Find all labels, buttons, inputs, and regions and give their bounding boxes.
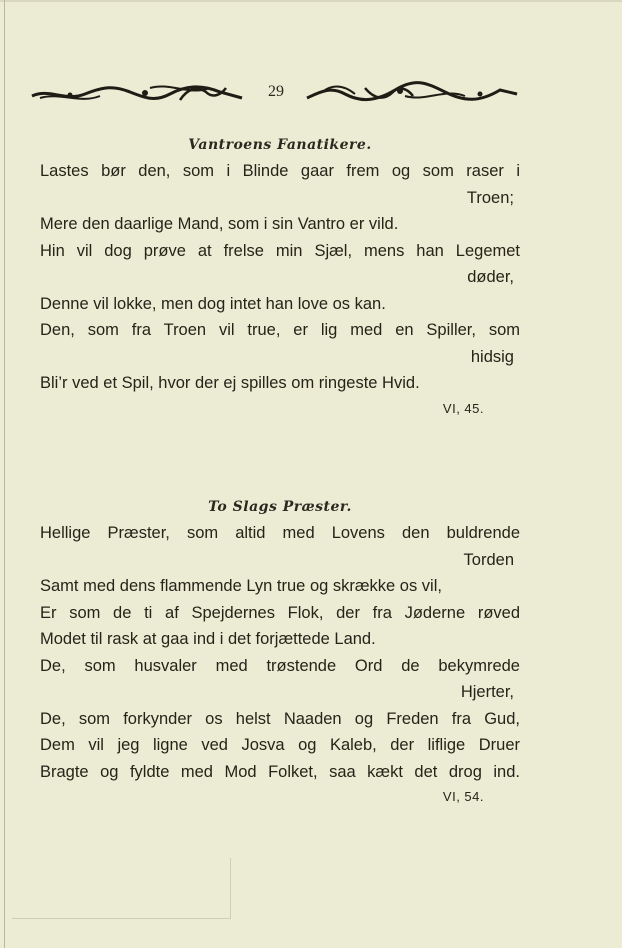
page-scan-artifact bbox=[12, 858, 231, 919]
poem-reference: VI, 54. bbox=[442, 789, 484, 804]
verse-line: Dem vil jeg ligne ved Josva og Kaleb, der liflige Druer bbox=[40, 736, 520, 754]
page-number: 29 bbox=[268, 83, 284, 100]
verse-line: Lastes bør den, som i Blinde gaar frem og som raser i bbox=[40, 162, 520, 180]
poem-vantroens-fanatikere bbox=[40, 132, 520, 419]
verse-line: De, som husvaler med trøstende Ord de bekymrede bbox=[40, 656, 520, 675]
verse-line: Hin vil dog prøve at frelse min Sjæl, mens han Legemet bbox=[40, 241, 520, 260]
poem-title: To Slags Præster. bbox=[208, 499, 352, 515]
verse-line-continuation: døder, bbox=[467, 268, 514, 286]
verse-line: De, som forkynder os helst Naaden og Freden fra Gud, bbox=[40, 709, 520, 728]
verse-line: Samt med dens flammende Lyn true og skrække os vil, bbox=[40, 577, 442, 595]
right-ornament-icon bbox=[305, 78, 520, 108]
verse-line: Mere den daarlige Mand, som i sin Vantro er vild. bbox=[40, 215, 399, 233]
page-binding-edge bbox=[4, 0, 5, 948]
poem-to-slags-praester bbox=[40, 494, 520, 807]
verse-line: Denne vil lokke, men dog intet han love os kan. bbox=[40, 294, 386, 313]
verse-line: Hellige Præster, som altid med Lovens den buldrende bbox=[40, 524, 520, 542]
poem-reference: VI, 45. bbox=[442, 400, 484, 416]
verse-line-continuation: Troen; bbox=[466, 188, 514, 207]
left-ornament-icon bbox=[30, 78, 245, 108]
page-header bbox=[30, 72, 520, 112]
verse-line: Bragte og fyldte med Mod Folket, saa kækt det drog ind. bbox=[40, 762, 520, 781]
verse-line-continuation: Torden bbox=[463, 550, 514, 569]
page-top-edge bbox=[0, 0, 622, 2]
verse-line-continuation: hidsig bbox=[470, 347, 514, 366]
verse-line: Den, som fra Troen vil true, er lig med en Spiller, som bbox=[40, 321, 520, 339]
verse-line-continuation: Hjerter, bbox=[460, 683, 514, 701]
verse-line: Modet til rask at gaa ind i det forjættede Land. bbox=[40, 630, 376, 648]
verse-line: Er som de ti af Spejdernes Flok, der fra Jøderne røved bbox=[40, 603, 520, 622]
verse-line: Bli’r ved et Spil, hvor der ej spilles om ringeste Hvid. bbox=[40, 374, 420, 392]
poem-title: Vantroens Fanatikere. bbox=[188, 137, 372, 153]
